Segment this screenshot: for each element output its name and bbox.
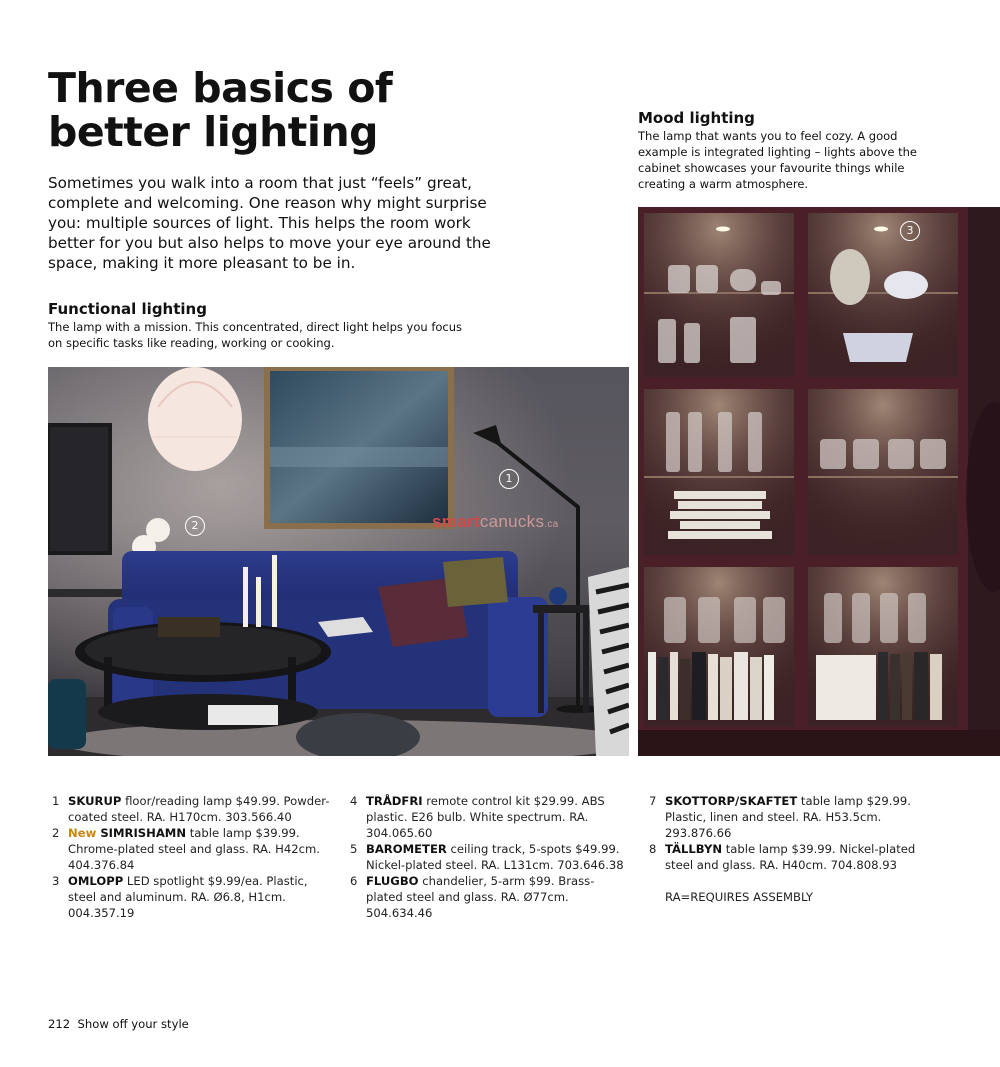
product-description: LED spotlight $9.99/ea. Plastic, steel and aluminum. RA. Ø6.8, H1cm. 004.357.19 (68, 874, 308, 920)
cabinet-photo (638, 207, 1000, 756)
product-item-6 (346, 873, 628, 921)
title-line-2: better lighting (48, 108, 378, 156)
product-item-5 (346, 841, 628, 873)
product-description: remote control kit $29.99. ABS plastic. E26 bulb. White spectrum. RA. 304.065.60 (366, 794, 605, 840)
functional-lighting-section (48, 300, 468, 351)
watermark-part-2: canucks (479, 512, 545, 531)
intro-paragraph: Sometimes you walk into a room that just “feels” great, complete and welcoming. One reason why might surprise you: multiple sources of light. This helps the room work better for you but also helps to move your eye around the space, making it more pleasant to be in. (48, 174, 491, 272)
product-item-2 (48, 825, 330, 873)
product-list-column-1 (48, 793, 330, 921)
product-description: floor/reading lamp $49.99. Powder-coated steel. RA. H170cm. 303.566.40 (68, 794, 330, 824)
product-number: 3 (52, 874, 60, 888)
product-item-8 (645, 841, 927, 873)
product-name: FLUGBO (366, 874, 419, 888)
assembly-note: RA=REQUIRES ASSEMBLY (665, 890, 814, 904)
product-description: chandelier, 5-arm $99. Brass-plated steel and glass. RA. Ø77cm. 504.634.46 (366, 874, 595, 920)
watermark-logo (432, 512, 559, 532)
callout-1: 1 (499, 469, 519, 489)
callout-2: 2 (185, 516, 205, 536)
product-item-1 (48, 793, 330, 825)
product-number: 7 (649, 794, 657, 808)
product-item-7 (645, 793, 927, 841)
watermark-part-3: .ca (544, 519, 559, 530)
product-name: BAROMETER (366, 842, 447, 856)
functional-lighting-title: Functional lighting (48, 300, 207, 318)
section-name: Show off your style (77, 1017, 189, 1031)
product-description: table lamp $39.99. Nickel-plated steel and glass. RA. H40cm. 704.808.93 (665, 842, 916, 872)
product-name: SKOTTORP/SKAFTET (665, 794, 798, 808)
title-line-1: Three basics of (48, 64, 393, 112)
product-description: table lamp $39.99. Chrome-plated steel and glass. RA. H42cm. 404.376.84 (68, 826, 320, 872)
product-description: table lamp $29.99. Plastic, linen and steel. RA. H53.5cm. 293.876.66 (665, 794, 911, 840)
product-list-column-2 (346, 793, 628, 921)
product-item-3 (48, 873, 330, 921)
watermark-part-1: smart (432, 512, 480, 531)
mood-lighting-body: The lamp that wants you to feel cozy. A good example is integrated lighting – lights above the cabinet showcases your favourite things while creating a warm atmosphere. (638, 129, 917, 191)
new-badge: New (68, 826, 101, 840)
product-number: 4 (350, 794, 358, 808)
living-room-illustration (48, 367, 629, 756)
product-description: ceiling track, 5-spots $49.99. Nickel-plated steel. RA. L131cm. 703.646.38 (366, 842, 624, 872)
callout-3: 3 (900, 221, 920, 241)
functional-lighting-body: The lamp with a mission. This concentrated, direct light helps you focus on specific tasks like reading, working or cooking. (48, 320, 463, 350)
mood-lighting-section (638, 109, 918, 192)
page-footer (48, 1017, 189, 1031)
product-name: OMLOPP (68, 874, 124, 888)
product-number: 2 (52, 826, 60, 840)
product-name: SIMRISHAMN (100, 826, 187, 840)
product-name: TÄLLBYN (665, 842, 723, 856)
page-number: 212 (48, 1017, 71, 1031)
product-number: 6 (350, 874, 358, 888)
cabinet-illustration (638, 207, 1000, 756)
mood-lighting-title: Mood lighting (638, 109, 755, 127)
living-room-photo (48, 367, 629, 756)
product-name: TRÅDFRI (366, 794, 423, 808)
product-list-column-3 (645, 793, 927, 905)
product-number: 8 (649, 842, 657, 856)
page-title (48, 66, 608, 154)
product-number: 5 (350, 842, 358, 856)
product-name: SKURUP (68, 794, 122, 808)
product-number: 1 (52, 794, 60, 808)
product-item-4 (346, 793, 628, 841)
